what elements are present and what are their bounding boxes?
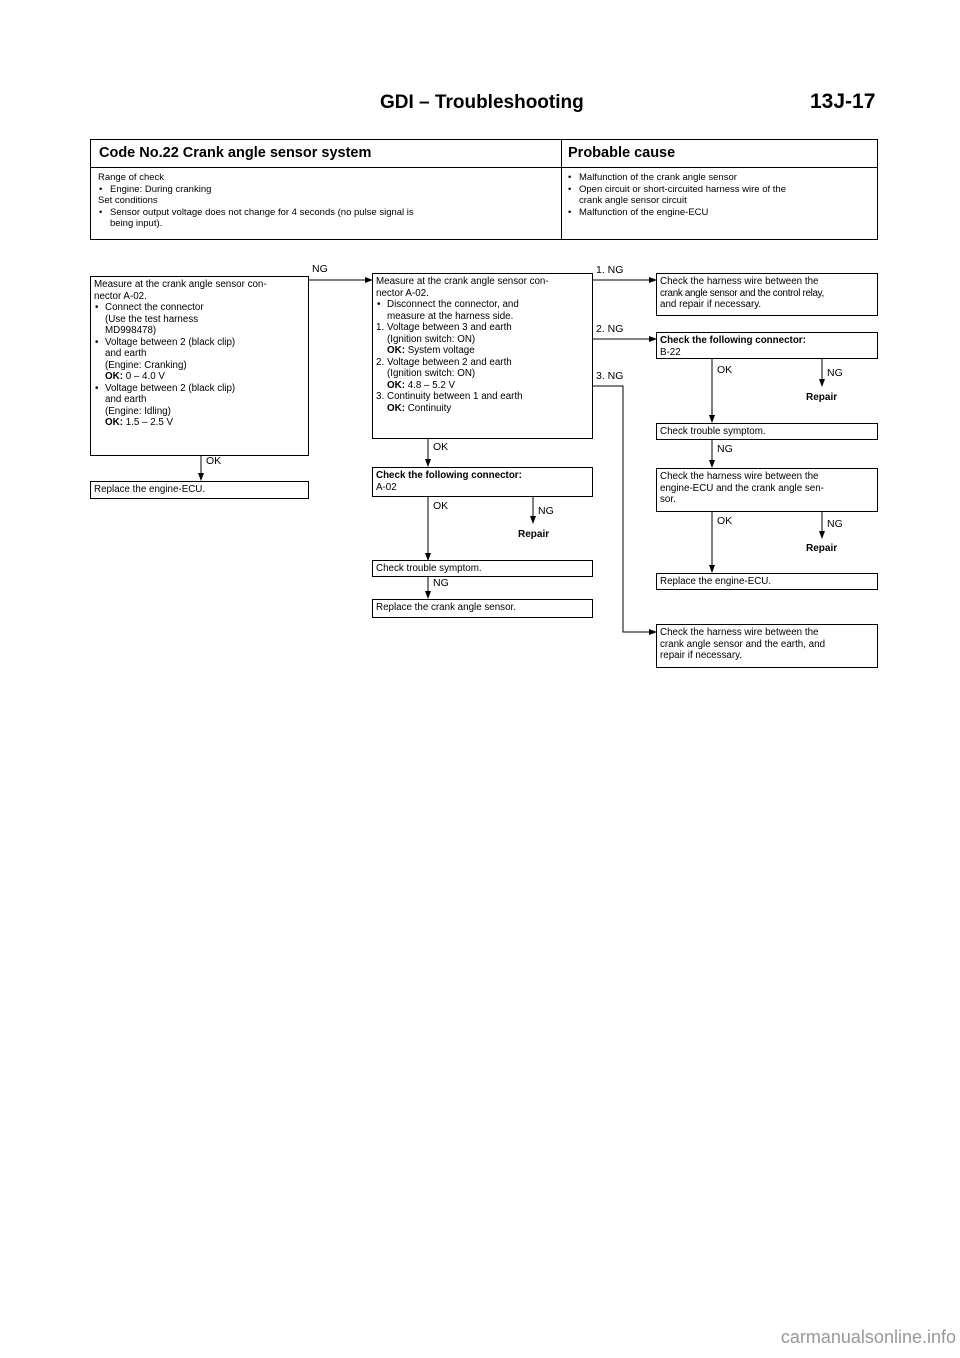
ok-label: OK	[433, 500, 449, 512]
ng-label: NG	[717, 443, 733, 455]
range-of-check: Range of check • Engine: During cranking Set conditions • Sensor output voltage does not change for 4 seconds (no pulse signal is being input).	[98, 172, 558, 230]
watermark: carmanualsonline.info	[780, 1327, 956, 1347]
check-trouble-symptom-2: Check trouble symptom.	[656, 423, 878, 440]
replace-ecu-box-2: Replace the engine-ECU.	[656, 573, 878, 590]
check-connector-b22: Check the following connector: B-22	[656, 332, 878, 359]
replace-crank-sensor: Replace the crank angle sensor.	[372, 599, 593, 618]
ng-2-label: 2. NG	[596, 323, 624, 335]
check-harness-sensor-earth: Check the harness wire between the crank angle sensor and the earth, and repair if necessary.	[656, 624, 878, 668]
check-harness-ecu-sensor: Check the harness wire between the engine-ECU and the crank angle sen- sor.	[656, 468, 878, 512]
check-trouble-symptom: Check trouble symptom.	[372, 560, 593, 577]
ok-label: OK	[206, 455, 222, 467]
check-harness-control-relay: Check the harness wire between the crank angle sensor and the control relay, and repair if necessary.	[656, 273, 878, 316]
ng-label: NG	[827, 518, 843, 530]
ng-label: NG	[827, 367, 843, 379]
ng-label: NG	[312, 263, 328, 275]
measure-box-2: Measure at the crank angle sensor con- nector A-02. • Disconnect the connector, and measure at the harness side. 1. Voltage between 3 and earth (Ignition switch: ON) OK: System voltage 2. Voltage between 2 and earth (Ignition switch: ON) OK: 4.8 – 5.2 V 3. Continuity between 1 and earth OK: Continuity	[372, 273, 593, 439]
table-header-cause: Probable cause	[568, 145, 676, 161]
repair-label: Repair	[806, 543, 838, 554]
repair-label: Repair	[806, 392, 838, 403]
page-title: GDI – Troubleshooting	[380, 92, 584, 113]
ok-label: OK	[717, 515, 733, 527]
measure-box-1: Measure at the crank angle sensor con- nector A-02. • Connect the connector (Use the test harness MD998478) • Voltage between 2 (black clip) and earth (Engine: Cranking) OK: 0 – 4.0 V • Voltage between 2 (black clip) and earth (Engine: Idling) OK: 1.5 – 2.5 V	[90, 276, 309, 456]
replace-ecu-box: Replace the engine-ECU.	[90, 481, 309, 499]
ng-label: NG	[433, 577, 449, 589]
ok-label: OK	[433, 441, 449, 453]
ok-label: OK	[717, 364, 733, 376]
ng-label: NG	[538, 505, 554, 517]
repair-label: Repair	[518, 529, 550, 540]
ng-1-label: 1. NG	[596, 264, 624, 276]
probable-causes: • Malfunction of the crank angle sensor • Open circuit or short-circuited harness wire of the crank angle sensor circuit • Malfunction of the engine-ECU	[567, 172, 875, 218]
check-connector-a02: Check the following connector: A-02	[372, 467, 593, 497]
ng-3-label: 3. NG	[596, 370, 624, 382]
table-header-code: Code No.22 Crank angle sensor system	[99, 145, 372, 161]
page-number: 13J-17	[810, 90, 876, 113]
